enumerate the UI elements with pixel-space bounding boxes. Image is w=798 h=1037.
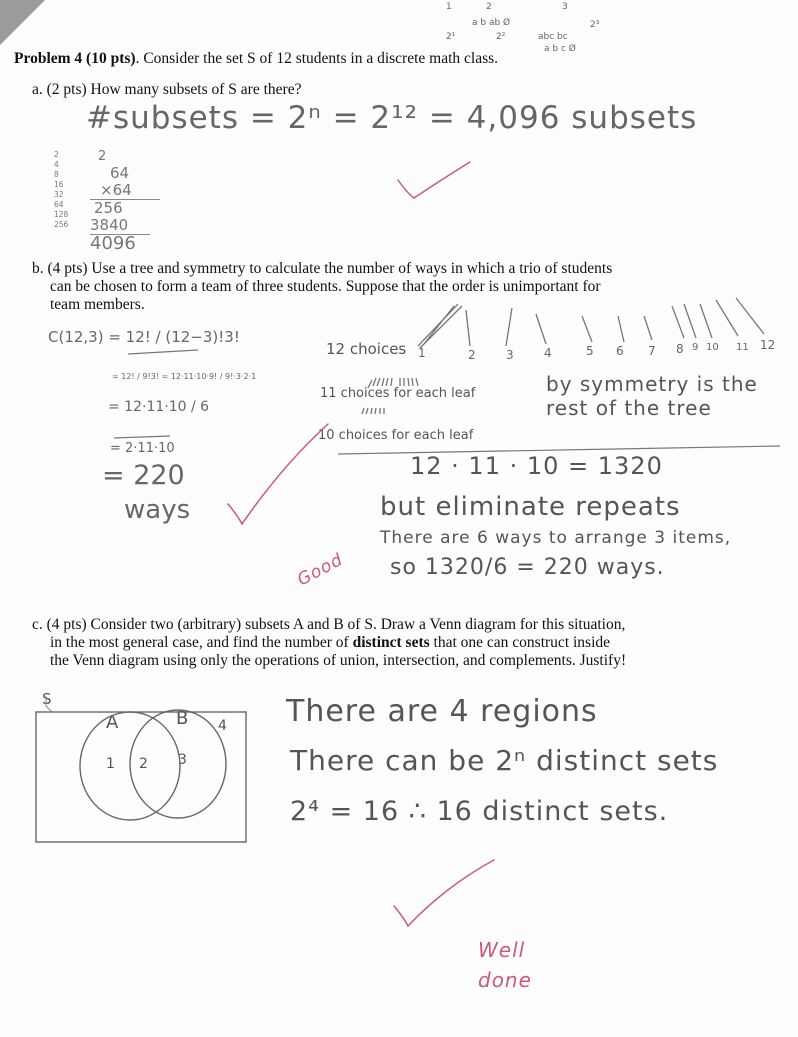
venn-label-a: A [106, 712, 120, 733]
part-a-answer: #subsets = 2ⁿ = 2¹² = 4,096 subsets [86, 100, 698, 136]
venn-circle-b [130, 710, 226, 818]
result-line: so 1320/6 = 220 ways. [390, 555, 665, 580]
problem-label: Problem 4 (10 pts) [14, 50, 136, 67]
tree-label-level-3: 10 choices for each leaf [318, 428, 474, 443]
venn-label-b: B [176, 708, 190, 729]
venn-region-2: 2 [139, 756, 149, 772]
grader-checkmarks [228, 162, 494, 926]
venn-region-1: 1 [106, 756, 116, 772]
part-a-question: a. (2 pts) How many subsets of S are there? [32, 81, 302, 98]
tree-label-level-1: 12 choices [326, 340, 407, 358]
part-a-powers-column: 2 4 8 16 32 64 128 256 [54, 150, 69, 229]
product-line: 12 · 11 · 10 = 1320 [410, 452, 663, 480]
venn-region-4: 4 [218, 718, 228, 734]
grader-note-good: Good [294, 549, 347, 591]
check-part-c [394, 860, 494, 926]
part-b-combination-work: C(12,3) = 12! / (12−3)!3! = 12! / 9!3! = 12·11·10·9! / 9!·3·2·1 = 12·11·10 / 6 = 2·11·10 = 220 ways [48, 328, 257, 525]
part-c-question: c. (4 pts) Consider two (arbitrary) subsets A and B of S. Draw a Venn diagram for this situation, in the most general case, and find the number of distinct sets that one can construct inside the Venn diagram using only the operations of union, intersection, and complements. Justify! [32, 616, 627, 669]
part-c-answer-1: There are 4 regions [286, 694, 598, 729]
check-part-b [228, 424, 328, 524]
arrange-line: There are 6 ways to arrange 3 items, [380, 528, 732, 548]
part-c-answer-2: There can be 2ⁿ distinct sets [290, 744, 719, 777]
eliminate-repeats: but eliminate repeats [380, 492, 681, 522]
part-a-multiplication: 2 64 ×64 256 3840 4096 [90, 148, 160, 252]
part-b-question: b. (4 pts) Use a tree and symmetry to calculate the number of ways in which a trio of students can be chosen to form a team of three students. Suppose that the order is unimportant for team members. [32, 260, 613, 313]
venn-universe-box [36, 712, 246, 842]
tree-label-level-2: 11 choices for each leaf [320, 386, 476, 401]
symmetry-note: by symmetry is the rest of the tree [546, 372, 758, 420]
problem-intro: . Consider the set S of 12 students in a discrete math class. [135, 50, 499, 67]
tree-diagram [362, 298, 764, 414]
separator-line [338, 446, 780, 454]
fraction-bar-1 [128, 350, 198, 354]
fraction-bar-3 [114, 436, 170, 438]
venn-region-3: 3 [178, 752, 188, 768]
part-c-answer-3: 2⁴ = 16 ∴ 16 distinct sets. [290, 796, 669, 827]
venn-universe-label: S [42, 690, 53, 708]
grader-note-well-done: Well done [478, 938, 532, 992]
check-part-a [398, 162, 470, 198]
venn-diagram [36, 696, 246, 842]
